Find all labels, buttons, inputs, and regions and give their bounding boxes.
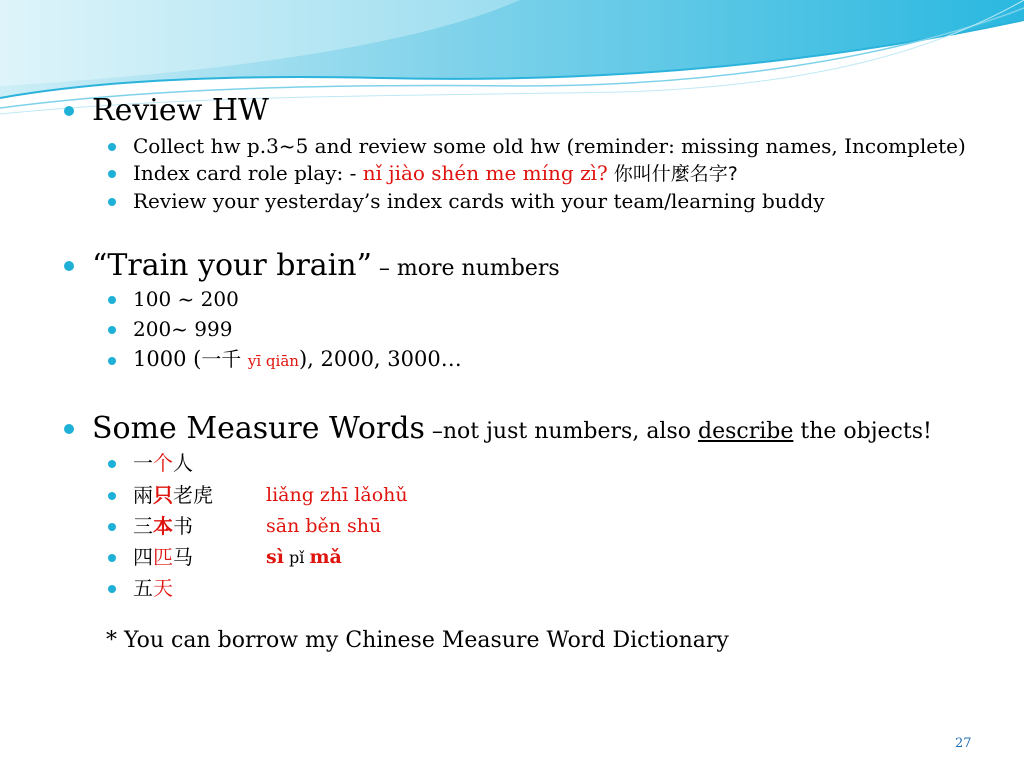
chinese-text: 书 (173, 514, 193, 538)
chinese-text: 五 (133, 576, 153, 600)
item-label: Index card role play: - (133, 161, 363, 185)
chinese-text: 一 (133, 451, 153, 475)
pinyin-syllable: pǐ (283, 548, 310, 567)
list-item: 100 ~ 200 (133, 287, 239, 311)
footnote: * You can borrow my Chinese Measure Word Dictionary (106, 628, 729, 653)
list-item: 200~ 999 (133, 317, 233, 341)
pinyin-text: sān běn shū (266, 515, 382, 537)
bullet-icon (108, 357, 116, 365)
measure-word: 本 (153, 514, 173, 538)
measure-word: 天 (153, 576, 173, 600)
list-item (133, 346, 462, 374)
bullet-icon (108, 460, 116, 468)
bullet-icon (64, 106, 74, 116)
heading-text: Some Measure Words (92, 411, 425, 446)
section-heading-train (92, 248, 560, 287)
list-item (133, 160, 738, 187)
chinese-text: 兩 (133, 483, 153, 507)
pinyin-syllable: mǎ (309, 546, 342, 568)
heading-suffix: – more numbers (371, 256, 560, 281)
chinese-text: 人 (173, 451, 193, 475)
measure-word-item (133, 450, 193, 476)
chinese-text: 一千 (201, 347, 242, 371)
pinyin-syllable: sì (266, 546, 284, 568)
measure-word-item (133, 575, 173, 601)
heading-suffix: not just numbers, also (442, 419, 698, 444)
heading-underlined: describe (698, 419, 794, 444)
pinyin-text: liǎng zhī lǎohǔ (266, 484, 408, 506)
section-heading-review: Review HW (92, 93, 269, 128)
item-suffix: ), 2000, 3000… (298, 347, 462, 371)
chinese-text: 三 (133, 514, 153, 538)
chinese-text: 你叫什麼名字? (607, 163, 738, 185)
section-heading-measure-words (92, 411, 932, 450)
measure-word-item (133, 513, 193, 539)
bullet-icon (108, 326, 116, 334)
chinese-text: 老虎 (173, 483, 213, 507)
measure-word: 只 (153, 483, 173, 507)
bullet-icon (108, 198, 116, 206)
chinese-text: 四 (133, 545, 153, 569)
measure-word: 个 (153, 451, 173, 475)
bullet-icon (108, 170, 116, 178)
heading-suffix-end: the objects! (793, 419, 932, 444)
list-item: Review your yesterday’s index cards with your team/learning buddy (133, 189, 825, 213)
bullet-icon (108, 523, 116, 531)
list-item: Collect hw p.3~5 and review some old hw (reminder: missing names, Incomplete) (133, 134, 966, 158)
heading-text: “Train your brain” (92, 248, 372, 283)
pinyin-text (266, 544, 342, 571)
bullet-icon (108, 296, 116, 304)
bullet-icon (64, 261, 74, 271)
chinese-text: 马 (173, 545, 193, 569)
bullet-icon (108, 585, 116, 593)
pinyin-text: nǐ jiào shén me míng zì? (362, 161, 608, 185)
bullet-icon (108, 143, 116, 151)
page-number: 27 (955, 736, 972, 751)
measure-word-item (133, 544, 193, 570)
pinyin-text: yī qiān (247, 352, 299, 370)
measure-word-item (133, 482, 213, 508)
item-label: 1000 ( (133, 347, 202, 371)
heading-dash: – (424, 419, 443, 444)
bullet-icon (108, 554, 116, 562)
bullet-icon (64, 424, 74, 434)
bullet-icon (108, 492, 116, 500)
measure-word: 匹 (153, 545, 173, 569)
